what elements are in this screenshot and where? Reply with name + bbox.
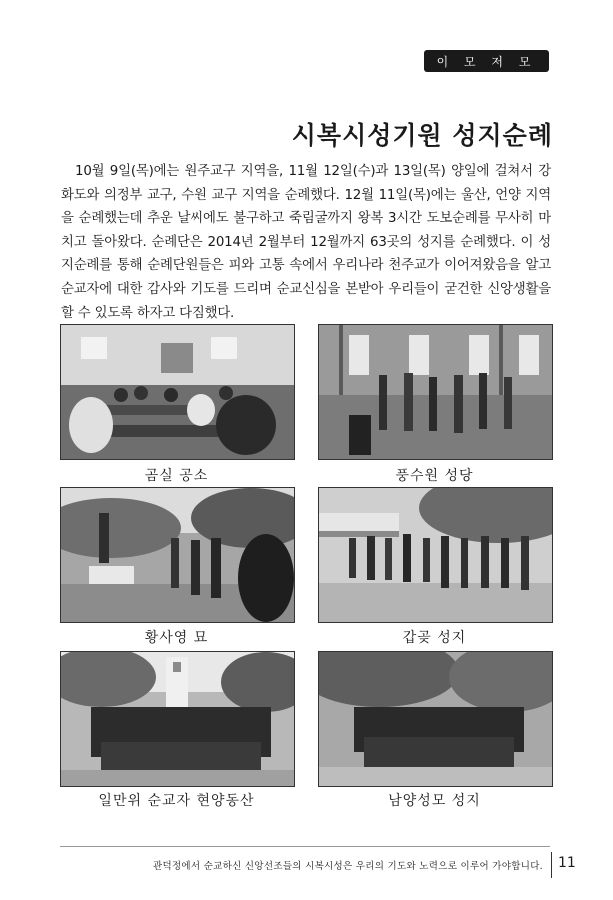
page-number: 11: [558, 855, 576, 871]
footer-rule: [60, 846, 550, 847]
photo-caption: 황사영 묘: [144, 630, 209, 646]
photo-caption: 풍수원 성당: [395, 468, 474, 484]
footer-divider: [551, 852, 552, 878]
photo-caption: 곰실 공소: [144, 468, 209, 484]
photo-hwangsayeong-tomb: [60, 487, 295, 623]
photo-gapgot-shrine: [318, 487, 553, 623]
photo-caption: 남양성모 성지: [388, 793, 481, 809]
article-title: 시복시성기원 성지순례: [291, 121, 553, 150]
section-tag: 이 모 저 모: [424, 50, 549, 72]
photo-ilmanwi-martyrs-hill: [60, 651, 295, 787]
photo-gomsil-chapel: [60, 324, 295, 460]
article-body: 10월 9일(목)에는 원주교구 지역을, 11월 12일(수)과 13일(목) 양일에 걸쳐서 강화도와 의정부 교구, 수원 교구 지역을 순례했다. 12월 11일(목)에는 울산, 언양 지역을 순례했는데 추운 날씨에도 불구하고 죽림굴까지 왕복 3시간 도보순례를 무사히 마치고 돌아왔다. 순례단은 2014년 2월부터 12월까지 63곳의 성지를 순례했다. 이 성지순례를 통해 순례단원들은 피와 고통 속에서 우리나라 천주교가 이어져왔음을 알고 순교자에 대한 감사와 기도를 드리며 순교신심을 본받아 우리들이 굳건한 신앙생활을 할 수 있도록 하자고 다짐했다.: [61, 164, 551, 321]
photo-pungsuwon-church: [318, 324, 553, 460]
footer-text: 관덕정에서 순교하신 신앙선조들의 시복시성은 우리의 기도와 노력으로 이루어 가야합니다.: [152, 861, 543, 872]
photo-caption: 일만위 순교자 현양동산: [98, 793, 255, 809]
photo-namyang-marian-shrine: [318, 651, 553, 787]
photo-caption: 갑곶 성지: [402, 630, 467, 646]
